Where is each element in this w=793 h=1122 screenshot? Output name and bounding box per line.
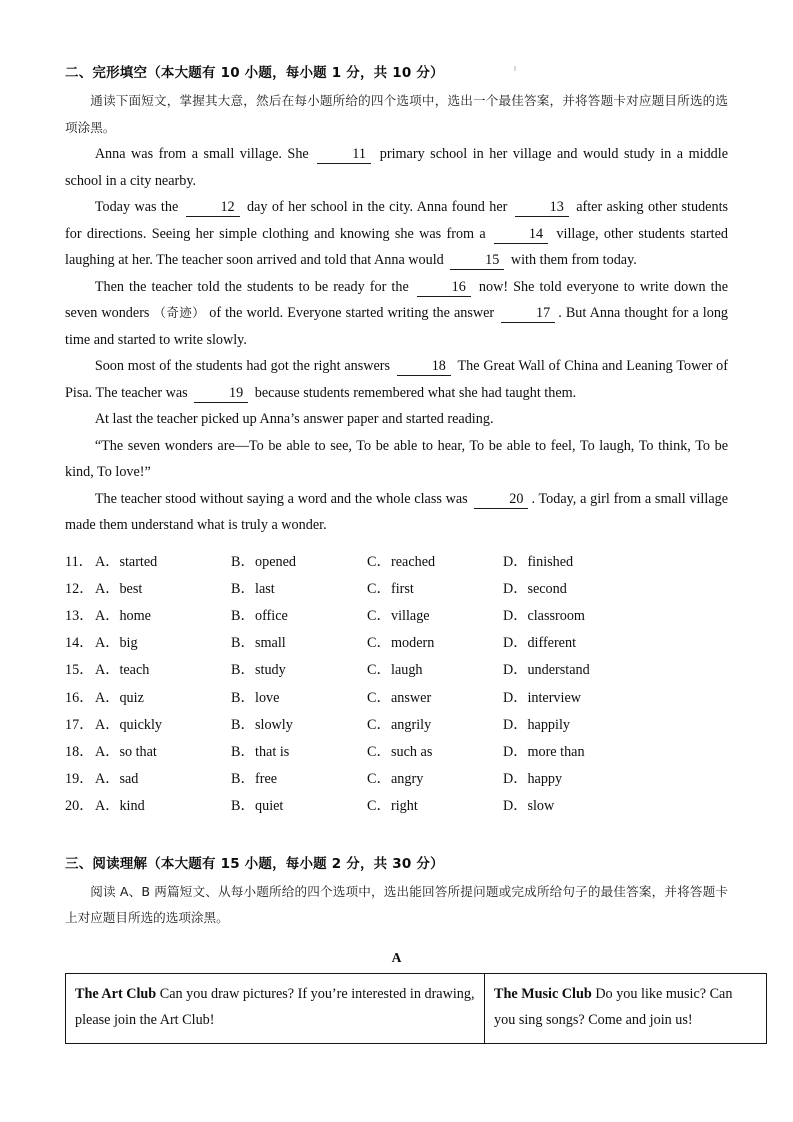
option-choice[interactable] (367, 630, 503, 657)
option-choice[interactable] (95, 766, 231, 793)
cloze-text-run: village, other students started laughing at her. The teacher soon arrived and told that Anna would (65, 225, 729, 268)
option-choice[interactable] (231, 739, 367, 766)
option-text: best (119, 580, 143, 597)
option-letter: C． (367, 553, 391, 570)
option-text: office (255, 607, 288, 624)
question-row (65, 576, 728, 603)
option-choice[interactable] (503, 766, 639, 793)
option-choice[interactable] (231, 630, 367, 657)
cloze-text-run: . Today, a girl from a small village made them understand what is truly a wonder. (65, 490, 729, 533)
option-choice[interactable] (231, 657, 367, 684)
option-text: started (119, 553, 158, 570)
question-row (65, 630, 728, 657)
club-cell-music (485, 973, 767, 1043)
cloze-blank-13[interactable]: 13 (515, 199, 569, 217)
option-choice[interactable] (231, 549, 367, 576)
cloze-text-run: Today was the (94, 199, 179, 215)
option-choice[interactable] (367, 657, 503, 684)
option-text: laugh (391, 662, 423, 679)
cloze-blank-20[interactable]: 20 (474, 491, 528, 509)
option-letter: B． (231, 716, 255, 733)
cloze-text-run: . But Anna thought for a long time and started to write slowly. (65, 305, 729, 348)
option-choice[interactable] (231, 793, 367, 820)
club-description-music: Do you like music? Can you sing songs? Come and join us! (494, 985, 733, 1029)
cloze-gloss-text: （奇迹） (153, 305, 206, 320)
option-letter: C． (367, 771, 391, 788)
option-choice[interactable] (95, 712, 231, 739)
question-number: 17． (65, 716, 94, 733)
option-choice[interactable] (367, 576, 503, 603)
option-text: free (255, 771, 278, 788)
cloze-blank-11[interactable]: 11 (317, 146, 371, 164)
option-choice[interactable] (231, 603, 367, 630)
question-row (65, 712, 728, 739)
cloze-paragraph (65, 353, 728, 406)
cloze-text-run: day of her school in the city. Anna found her (247, 199, 508, 215)
question-row (65, 685, 728, 712)
option-letter: A． (95, 607, 120, 624)
question-row (65, 793, 728, 820)
question-number: 12． (65, 580, 94, 597)
option-choice[interactable] (503, 549, 639, 576)
option-text: so that (119, 743, 157, 760)
clubs-table (65, 973, 767, 1044)
question-number: 11． (65, 553, 93, 570)
question-number: 18． (65, 743, 94, 760)
option-choice[interactable] (367, 793, 503, 820)
option-letter: A． (95, 743, 120, 760)
cloze-paragraph (65, 274, 728, 354)
option-choice[interactable] (231, 685, 367, 712)
option-text: more than (527, 743, 585, 760)
cloze-passage (65, 141, 728, 539)
option-choice[interactable] (231, 712, 367, 739)
table-row (66, 973, 767, 1043)
club-name-art: The Art Club (75, 985, 157, 1002)
option-letter: A． (95, 771, 120, 788)
option-text: answer (391, 689, 432, 706)
question-row (65, 657, 728, 684)
question-number: 19． (65, 771, 94, 788)
option-choice[interactable] (503, 739, 639, 766)
option-text: reached (391, 553, 436, 570)
cloze-text-run: because students remembered what she had taught them. (254, 384, 577, 401)
option-letter: D． (503, 771, 528, 788)
club-description-art: Can you draw pictures? If you’re interested in drawing, please join the Art Club! (75, 985, 475, 1029)
question-row (65, 739, 728, 766)
cloze-text-run: of the world. Everyone started writing the answer (209, 305, 495, 321)
option-letter: B． (231, 607, 255, 624)
option-choice[interactable] (95, 549, 231, 576)
option-text: different (527, 635, 577, 652)
cloze-blank-18[interactable]: 18 (397, 358, 451, 376)
option-text: interview (527, 689, 582, 706)
option-text: happily (527, 716, 570, 733)
option-text: sad (119, 771, 139, 788)
option-letter: C． (367, 689, 391, 706)
option-letter: D． (503, 607, 528, 624)
option-choice[interactable] (367, 549, 503, 576)
reading-instruction: 阅读 A、B 两篇短文、从每小题所给的四个选项中，选出能回答所提问题或完成所给句子的最佳答案，并将答题卡上对应题目所选的选项涂黑。 (65, 883, 728, 926)
cloze-blank-16[interactable]: 16 (417, 279, 471, 297)
option-text: right (391, 798, 418, 815)
option-letter: C． (367, 580, 391, 597)
option-text: quiz (119, 689, 144, 706)
option-text: classroom (527, 607, 585, 624)
option-letter: A． (95, 553, 120, 570)
option-text: quickly (119, 716, 162, 733)
reading-section (65, 851, 733, 1044)
option-text: first (391, 580, 414, 597)
option-letter: B． (231, 662, 255, 679)
club-cell-art (66, 973, 485, 1043)
option-choice[interactable] (503, 712, 639, 739)
cloze-blank-17[interactable]: 17 (501, 305, 555, 323)
option-text: kind (119, 798, 145, 815)
cloze-text-run: “The seven wonders are—To be able to see, To be able to hear, To be able to feel, To laugh, To think, To be kind, To love!” (65, 437, 728, 480)
option-letter: D． (503, 689, 528, 706)
option-letter: D． (503, 798, 528, 815)
question-number: 13． (65, 607, 94, 624)
option-choice[interactable] (503, 657, 639, 684)
option-letter: C． (367, 798, 391, 815)
cloze-paragraph (65, 194, 728, 274)
option-text: angrily (391, 716, 432, 733)
option-letter: D． (503, 743, 528, 760)
page-content (65, 60, 733, 1044)
question-number: 16． (65, 689, 94, 706)
option-letter: C． (367, 743, 391, 760)
option-letter: C． (367, 716, 391, 733)
option-choice[interactable] (231, 766, 367, 793)
option-choice[interactable] (95, 576, 231, 603)
cloze-paragraph (65, 406, 728, 433)
option-letter: A． (95, 689, 120, 706)
option-text: that is (255, 743, 290, 760)
option-choice[interactable] (503, 793, 639, 820)
option-choice[interactable] (367, 766, 503, 793)
option-letter: A． (95, 798, 120, 815)
cloze-text-run: The teacher stood without saying a word and the whole class was (94, 490, 468, 507)
option-text: angry (391, 771, 424, 788)
option-text: big (119, 635, 138, 652)
option-text: home (119, 607, 151, 624)
cloze-blank-14[interactable]: 14 (494, 226, 548, 244)
reading-section-heading: 三、阅读理解（本大题有 15 小题，每小题 2 分，共 30 分） (65, 855, 444, 872)
option-letter: C． (367, 662, 391, 679)
option-letter: B． (231, 689, 255, 706)
option-text: second (527, 580, 567, 597)
option-choice[interactable] (367, 739, 503, 766)
option-text: happy (527, 771, 563, 788)
cloze-text-run: primary school in her village and would study in a middle school in a city nearby. (65, 146, 728, 189)
option-text: small (255, 635, 286, 652)
cloze-blank-19[interactable]: 19 (194, 385, 248, 403)
cloze-text-run: now! She told everyone to write down the seven wonders (65, 278, 728, 321)
option-letter: A． (95, 662, 120, 679)
option-letter: C． (367, 607, 391, 624)
cloze-paragraph (65, 433, 728, 486)
option-text: love (255, 689, 280, 706)
club-name-music: The Music Club (494, 985, 592, 1002)
option-letter: C． (367, 635, 391, 652)
cloze-text-run: At last the teacher picked up Anna’s answer paper and started reading. (94, 411, 494, 427)
option-choice[interactable] (503, 630, 639, 657)
option-choice[interactable] (231, 576, 367, 603)
option-letter: A． (95, 635, 120, 652)
option-text: opened (255, 553, 296, 570)
option-choice[interactable] (367, 712, 503, 739)
option-choice[interactable] (95, 657, 231, 684)
option-choice[interactable] (367, 603, 503, 630)
option-text: teach (119, 662, 150, 679)
cloze-blank-15[interactable]: 15 (450, 252, 504, 270)
option-letter: D． (503, 662, 528, 679)
question-row (65, 603, 728, 630)
cloze-paragraph (65, 141, 728, 194)
option-letter: B． (231, 553, 255, 570)
option-choice[interactable] (503, 576, 639, 603)
option-choice[interactable] (95, 793, 231, 820)
question-row (65, 549, 728, 576)
cloze-section-heading: 二、完形填空（本大题有 10 小题，每小题 1 分，共 10 分） (65, 65, 444, 81)
cloze-text-run: Anna was from a small village. She (94, 146, 309, 162)
option-letter: D． (503, 580, 528, 597)
option-letter: D． (503, 553, 528, 570)
passage-label-a: A (391, 949, 402, 965)
option-text: quiet (255, 798, 284, 815)
cloze-text-run: after asking other students for directions. Seeing her simple clothing and knowing she was from a (65, 199, 729, 242)
cloze-text-run: with them from today. (510, 252, 637, 268)
option-choice[interactable] (503, 685, 639, 712)
option-text: study (255, 662, 286, 679)
cloze-text-run: Then the teacher told the students to be ready for the (94, 278, 409, 295)
option-text: such as (391, 743, 433, 760)
option-choice[interactable] (95, 685, 231, 712)
question-number: 15． (65, 662, 94, 679)
cloze-blank-12[interactable]: 12 (186, 199, 240, 217)
option-text: modern (391, 635, 435, 652)
option-text: last (255, 580, 275, 597)
option-letter: B． (231, 798, 255, 815)
option-letter: D． (503, 716, 528, 733)
option-letter: B． (231, 580, 255, 597)
option-letter: B． (231, 743, 255, 760)
option-choice[interactable] (95, 603, 231, 630)
option-letter: B． (231, 635, 255, 652)
option-letter: A． (95, 580, 120, 597)
question-number: 20． (65, 798, 94, 815)
option-text: finished (527, 553, 574, 570)
option-text: slow (527, 798, 555, 815)
option-text: slowly (255, 716, 293, 733)
option-letter: A． (95, 716, 120, 733)
option-choice[interactable] (367, 685, 503, 712)
option-letter: B． (231, 771, 255, 788)
question-row (65, 766, 728, 793)
option-text: understand (527, 662, 590, 679)
option-letter: D． (503, 635, 528, 652)
cloze-paragraph (65, 486, 728, 539)
option-choice[interactable] (95, 739, 231, 766)
question-number: 14． (65, 635, 94, 652)
option-choice[interactable] (503, 603, 639, 630)
cloze-text-run: The Great Wall of China and Leaning Tower of Pisa. The teacher was (65, 358, 728, 401)
cloze-options-list (65, 549, 728, 821)
option-text: village (391, 607, 430, 624)
cloze-instruction: 通读下面短文，掌握其大意，然后在每小题所给的四个选项中，选出一个最佳答案，并将答题卡对应题目所选的选项涂黑。 (65, 93, 728, 135)
option-choice[interactable] (95, 630, 231, 657)
cloze-text-run: Soon most of the students had got the right answers (94, 358, 391, 374)
